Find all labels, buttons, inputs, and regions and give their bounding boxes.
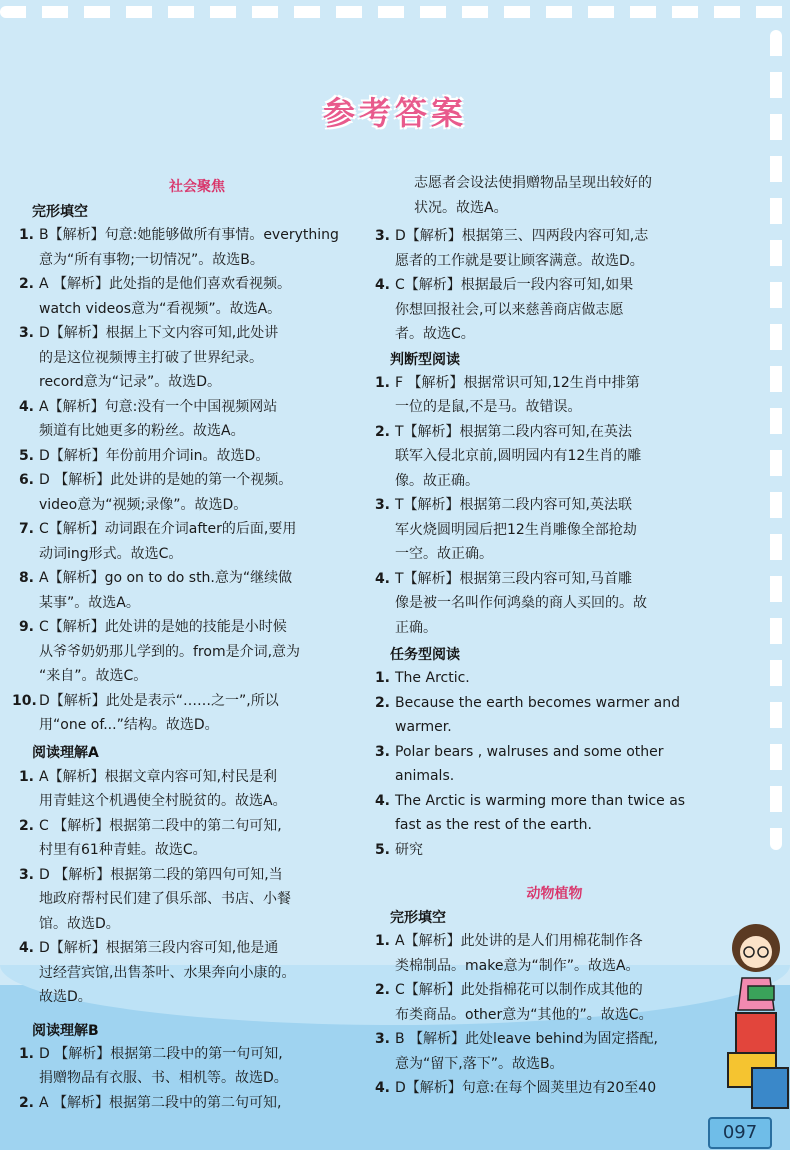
cloze-item-number: 10. <box>12 692 37 709</box>
task-item-text-line: warmer. <box>395 719 452 735</box>
reading-a-item-text-line: 馆。故选D。 <box>39 915 120 932</box>
task-item-text-line: The Arctic. <box>395 670 470 686</box>
cloze-item-text-line: 某事”。故选A。 <box>39 594 140 611</box>
judge-item-text-line: 像是被一名叫作何鸿燊的商人买回的。故 <box>395 595 647 611</box>
reading-a-item-number: 3. <box>18 866 34 883</box>
cloze2-item-text-line: D【解析】句意:在每个圆荚里边有20至40 <box>395 1080 657 1096</box>
task-item-number: 5. <box>374 841 390 858</box>
cloze-item-number: 2. <box>18 276 34 292</box>
continued-text-line: 状况。故选A。 <box>414 199 508 216</box>
cloze-item-number: 9. <box>18 619 34 635</box>
cloze-item-number: 6. <box>18 472 34 488</box>
cloze-item-number: 5. <box>18 447 34 464</box>
reading-b-item-number: 2. <box>18 1094 34 1111</box>
task-item-text-line: Polar bears , walruses and some other <box>395 743 664 760</box>
dashed-border-top <box>0 6 790 18</box>
task-item-number: 1. <box>374 670 390 686</box>
page-number: 097 <box>708 1117 772 1149</box>
judge-item-text-line: 一空。故正确。 <box>395 546 493 562</box>
cloze2-item-text-line: C【解析】此处指棉花可以制作成其他的 <box>395 982 643 998</box>
cloze-item-number: 3. <box>18 325 34 341</box>
cloze-item-text-line: A【解析】句意:没有一个中国视频网站 <box>39 398 278 415</box>
cloze-item-text-line: D【解析】此处是表示“……之一”,所以 <box>39 692 279 709</box>
reading-b-item-text-line: 捐赠物品有衣服、书、相机等。故选D。 <box>39 1070 288 1086</box>
judge-item-number: 4. <box>374 570 390 587</box>
reading-b-item-text-line: A 【解析】根据第二段中的第二句可知, <box>39 1094 282 1111</box>
judge-item-text-line: T【解析】根据第二段内容可知,在英法 <box>395 423 633 440</box>
task-item-text-line: Because the earth becomes warmer and <box>395 694 681 711</box>
task-item-text-line: fast as the rest of the earth. <box>395 817 592 833</box>
cloze-item-text-line: “来自”。故选C。 <box>39 668 148 684</box>
subheading-reading-b: 阅读理解B <box>32 1022 99 1039</box>
cloze-item-text-line: D 【解析】此处讲的是她的第一个视频。 <box>39 472 293 488</box>
reading-a-item-number: 2. <box>18 817 34 834</box>
reading-a-item-text-line: A【解析】根据文章内容可知,村民是利 <box>39 768 278 785</box>
cloze-item-text-line: 频道有比她更多的粉丝。故选A。 <box>39 423 245 439</box>
cloze-item-text-line: C【解析】此处讲的是她的技能是小时候 <box>39 619 287 635</box>
reading-b-item-text-line: D 【解析】根据第二段中的第一句可知, <box>39 1045 283 1062</box>
girl-with-boxes-illustration <box>722 918 790 1118</box>
continued-text-line: 志愿者会设法使捐赠物品呈现出较好的 <box>414 175 652 191</box>
cloze-item-text-line: B【解析】句意:她能够做所有事情。everything <box>39 227 339 243</box>
reading-a-item-number: 1. <box>18 768 34 785</box>
cloze-item-text-line: watch videos意为“看视频”。故选A。 <box>39 300 282 317</box>
judge-item-number: 2. <box>374 423 390 440</box>
cloze2-item-text-line: 意为“留下,落下”。故选B。 <box>395 1055 564 1072</box>
reading-a-item-text-line: C 【解析】根据第二段中的第二句可知, <box>39 817 282 834</box>
cloze-item-text-line: 从爷爷奶奶那儿学到的。from是介词,意为 <box>39 643 301 660</box>
cloze-item-number: 8. <box>18 570 34 586</box>
judge-item-number: 1. <box>374 374 390 391</box>
cloze-item-text-line: 动词ing形式。故选C。 <box>39 545 183 562</box>
judge-item-text-line: T【解析】根据第三段内容可知,马首雕 <box>395 570 633 587</box>
cloze2-item-text-line: 类棉制品。make意为“制作”。故选A。 <box>395 957 640 974</box>
reading-a-item-text-line: 村里有61种青蛙。故选C。 <box>39 842 207 858</box>
cloze-item-text-line: video意为“视频;录像”。故选D。 <box>39 496 248 513</box>
reading-a-item-text-line: D【解析】根据第三段内容可知,他是通 <box>39 940 279 956</box>
cloze-item-text-line: 意为“所有事物;一切情况”。故选B。 <box>39 251 264 268</box>
reading-b-item-text-line: D【解析】根据第三、四两段内容可知,志 <box>395 228 649 244</box>
judge-item-text-line: T【解析】根据第二段内容可知,英法联 <box>395 497 633 513</box>
task-item-text-line: animals. <box>395 768 455 784</box>
page-title: 参考答案 <box>322 94 467 132</box>
reading-a-item-text-line: 用青蛙这个机遇使全村脱贫的。故选A。 <box>39 793 287 809</box>
reading-b-item-text-line: C【解析】根据最后一段内容可知,如果 <box>395 277 634 293</box>
cloze-item-text-line: C【解析】动词跟在介词after的后面,要用 <box>39 521 297 537</box>
subheading-cloze: 完形填空 <box>32 204 88 220</box>
cloze-item-text-line: record意为“记录”。故选D。 <box>39 374 222 390</box>
judge-item-text-line: 正确。 <box>395 619 437 636</box>
subheading-reading-a: 阅读理解A <box>32 744 99 761</box>
cloze-item-number: 4. <box>18 398 34 415</box>
cloze-item-text-line: D【解析】根据上下文内容可知,此处讲 <box>39 325 279 341</box>
reading-a-item-text-line: D 【解析】根据第二段的第四句可知,当 <box>39 866 283 883</box>
cloze-item-text-line: D【解析】年份前用介词in。故选D。 <box>39 447 270 464</box>
judge-item-text-line: 像。故正确。 <box>395 472 479 489</box>
reading-b-item-text-line: 你想回报社会,可以来慈善商店做志愿 <box>395 301 624 318</box>
cloze2-item-number: 1. <box>374 933 390 949</box>
reading-b-item-text-line: 者。故选C。 <box>395 326 475 342</box>
judge-item-text-line: F 【解析】根据常识可知,12生肖中排第 <box>395 374 640 391</box>
reading-b-item-text-line: 愿者的工作就是要让顾客满意。故选D。 <box>395 252 644 269</box>
dashed-border-right <box>770 30 782 850</box>
reading-b-item-number: 4. <box>374 277 390 293</box>
cloze2-item-number: 4. <box>374 1080 390 1096</box>
subheading-judge: 判断型阅读 <box>390 351 460 368</box>
cloze-item-text-line: A 【解析】此处指的是他们喜欢看视频。 <box>39 276 292 292</box>
judge-item-text-line: 一位的是鼠,不是马。故错误。 <box>395 399 582 415</box>
cloze-item-text-line: 用“one of...”结构。故选D。 <box>39 717 219 733</box>
task-item-text-line: The Arctic is warming more than twice as <box>395 792 686 809</box>
cloze2-item-number: 3. <box>374 1031 390 1047</box>
judge-item-text-line: 军火烧圆明园后把12生肖雕像全部抢劫 <box>395 521 637 538</box>
task-item-number: 2. <box>374 694 390 711</box>
task-item-text-line: 研究 <box>395 841 423 858</box>
judge-item-number: 3. <box>374 497 390 513</box>
reading-a-item-text-line: 地政府帮村民们建了俱乐部、书店、小餐 <box>39 891 291 907</box>
reading-a-item-number: 4. <box>18 940 34 956</box>
reading-a-item-text-line: 过经营宾馆,出售茶叶、水果奔向小康的。 <box>39 964 296 981</box>
reading-a-item-text-line: 故选D。 <box>39 989 92 1005</box>
section-heading-social: 社会聚焦 <box>169 179 225 195</box>
reading-b-item-number: 1. <box>18 1045 34 1062</box>
cloze2-item-text-line: 布类商品。other意为“其他的”。故选C。 <box>395 1006 653 1023</box>
task-item-number: 4. <box>374 792 390 809</box>
cloze2-item-text-line: B 【解析】此处leave behind为固定搭配, <box>395 1031 658 1047</box>
cloze-item-number: 7. <box>18 521 34 537</box>
judge-item-text-line: 联军入侵北京前,圆明园内有12生肖的雕 <box>395 448 642 464</box>
reading-b-item-number: 3. <box>374 228 390 244</box>
cloze2-item-text-line: A【解析】此处讲的是人们用棉花制作各 <box>395 933 643 949</box>
cloze-item-text-line: A【解析】go on to do sth.意为“继续做 <box>39 570 293 586</box>
cloze2-item-number: 2. <box>374 982 390 998</box>
cloze-item-number: 1. <box>18 227 34 243</box>
subheading-cloze-2: 完形填空 <box>390 910 446 926</box>
subheading-task: 任务型阅读 <box>390 647 460 663</box>
section-heading-animals: 动物植物 <box>526 886 583 902</box>
task-item-number: 3. <box>374 743 390 760</box>
cloze-item-text-line: 的是这位视频博主打破了世界纪录。 <box>39 349 263 366</box>
